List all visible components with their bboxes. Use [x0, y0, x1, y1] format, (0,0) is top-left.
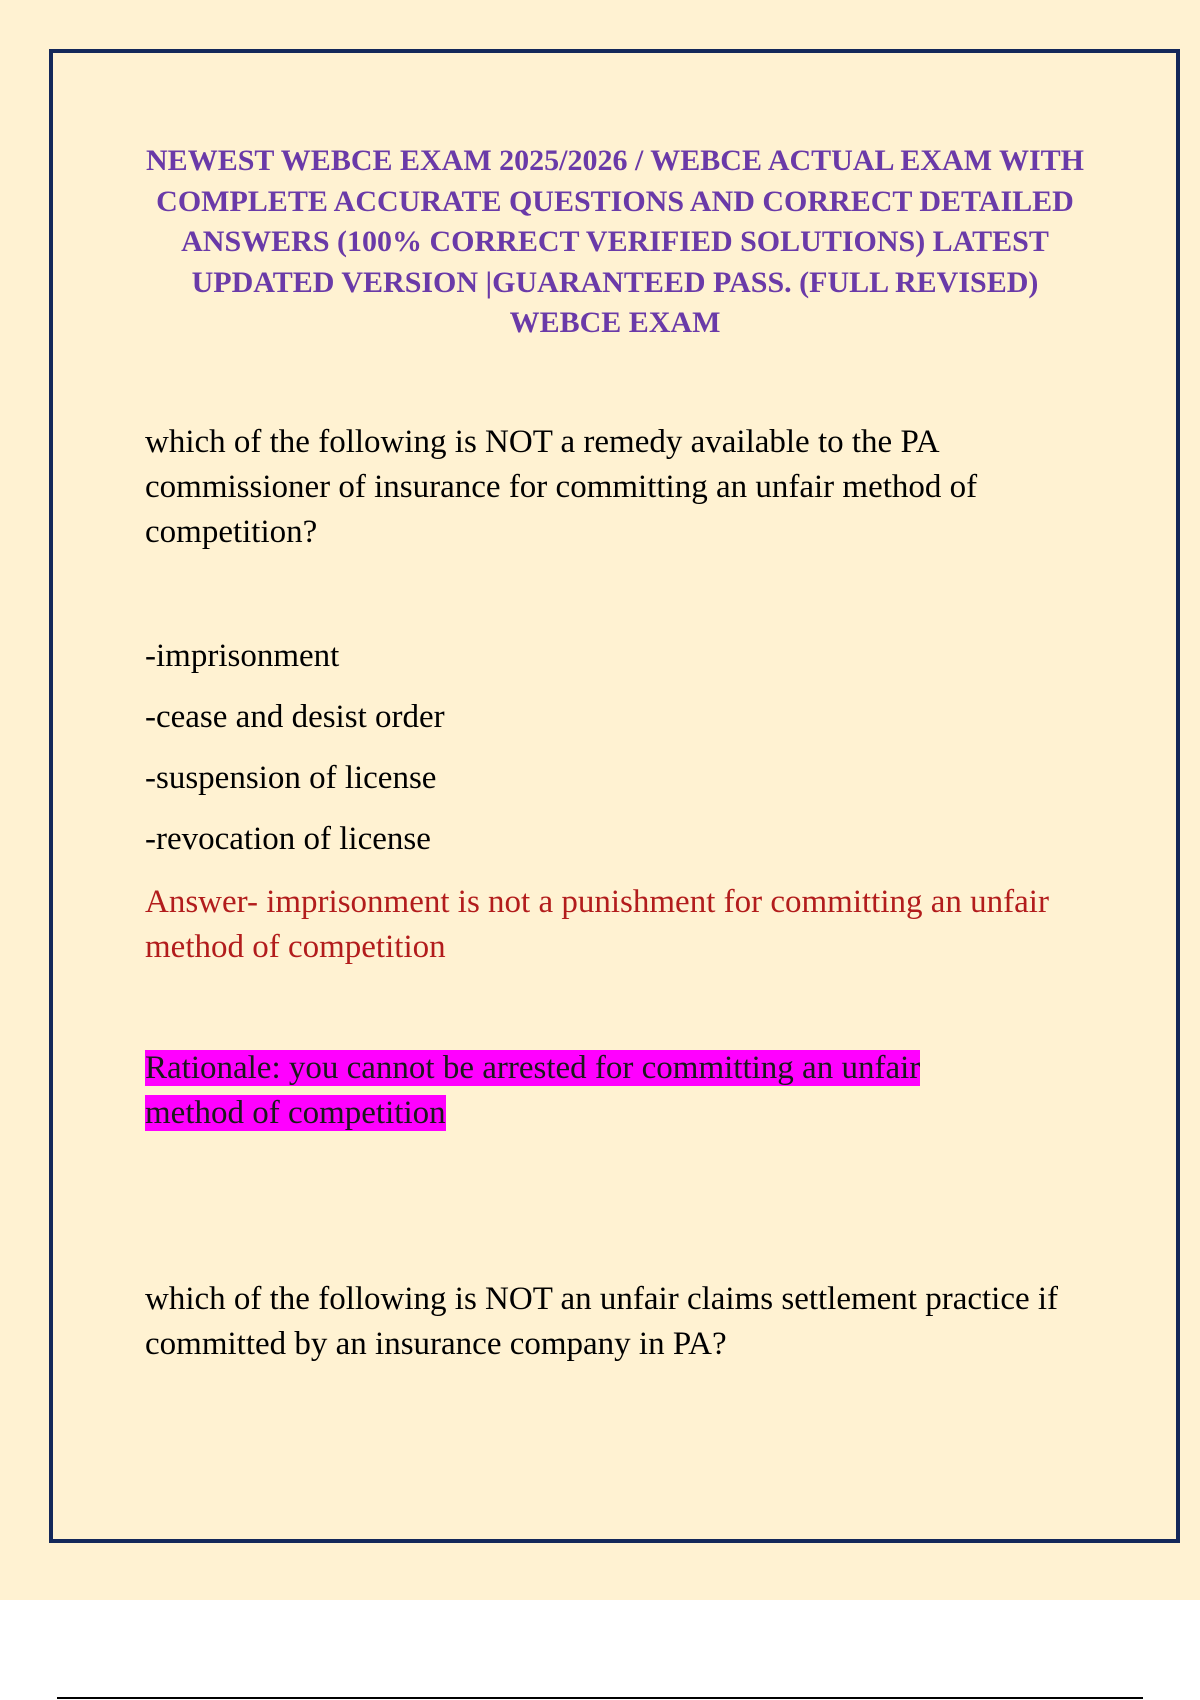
- option-item: -cease and desist order: [145, 699, 445, 735]
- question-1-answer: Answer- imprisonment is not a punishment for committing an unfair method of competition: [145, 884, 1049, 965]
- question-1-text: which of the following is NOT a remedy available to the PA commissioner of insurance for committing an unfair method of competition?: [145, 424, 978, 550]
- option-item: -suspension of license: [145, 760, 437, 796]
- option-item: -imprisonment: [145, 638, 340, 674]
- question-1-rationale: [145, 1046, 1005, 1136]
- question-1-options: [145, 634, 445, 878]
- footer-divider: [57, 1697, 1143, 1699]
- question-2-text: which of the following is NOT an unfair claims settlement practice if committed by an insurance company in PA?: [145, 1281, 1059, 1362]
- option-item: -revocation of license: [145, 821, 431, 857]
- document-title: NEWEST WEBCE EXAM 2025/2026 / WEBCE ACTUAL EXAM WITH COMPLETE ACCURATE QUESTIONS AND CORRECT DETAILED ANSWERS (100% CORRECT VERIFIED SOLUTIONS) LATEST UPDATED VERSION |GUARANTEED PASS. (FULL REVISED) WEBCE EXAM: [146, 144, 1084, 339]
- rationale-highlight: Rationale: you cannot be arrested for committing an unfair method of competition: [145, 1050, 921, 1131]
